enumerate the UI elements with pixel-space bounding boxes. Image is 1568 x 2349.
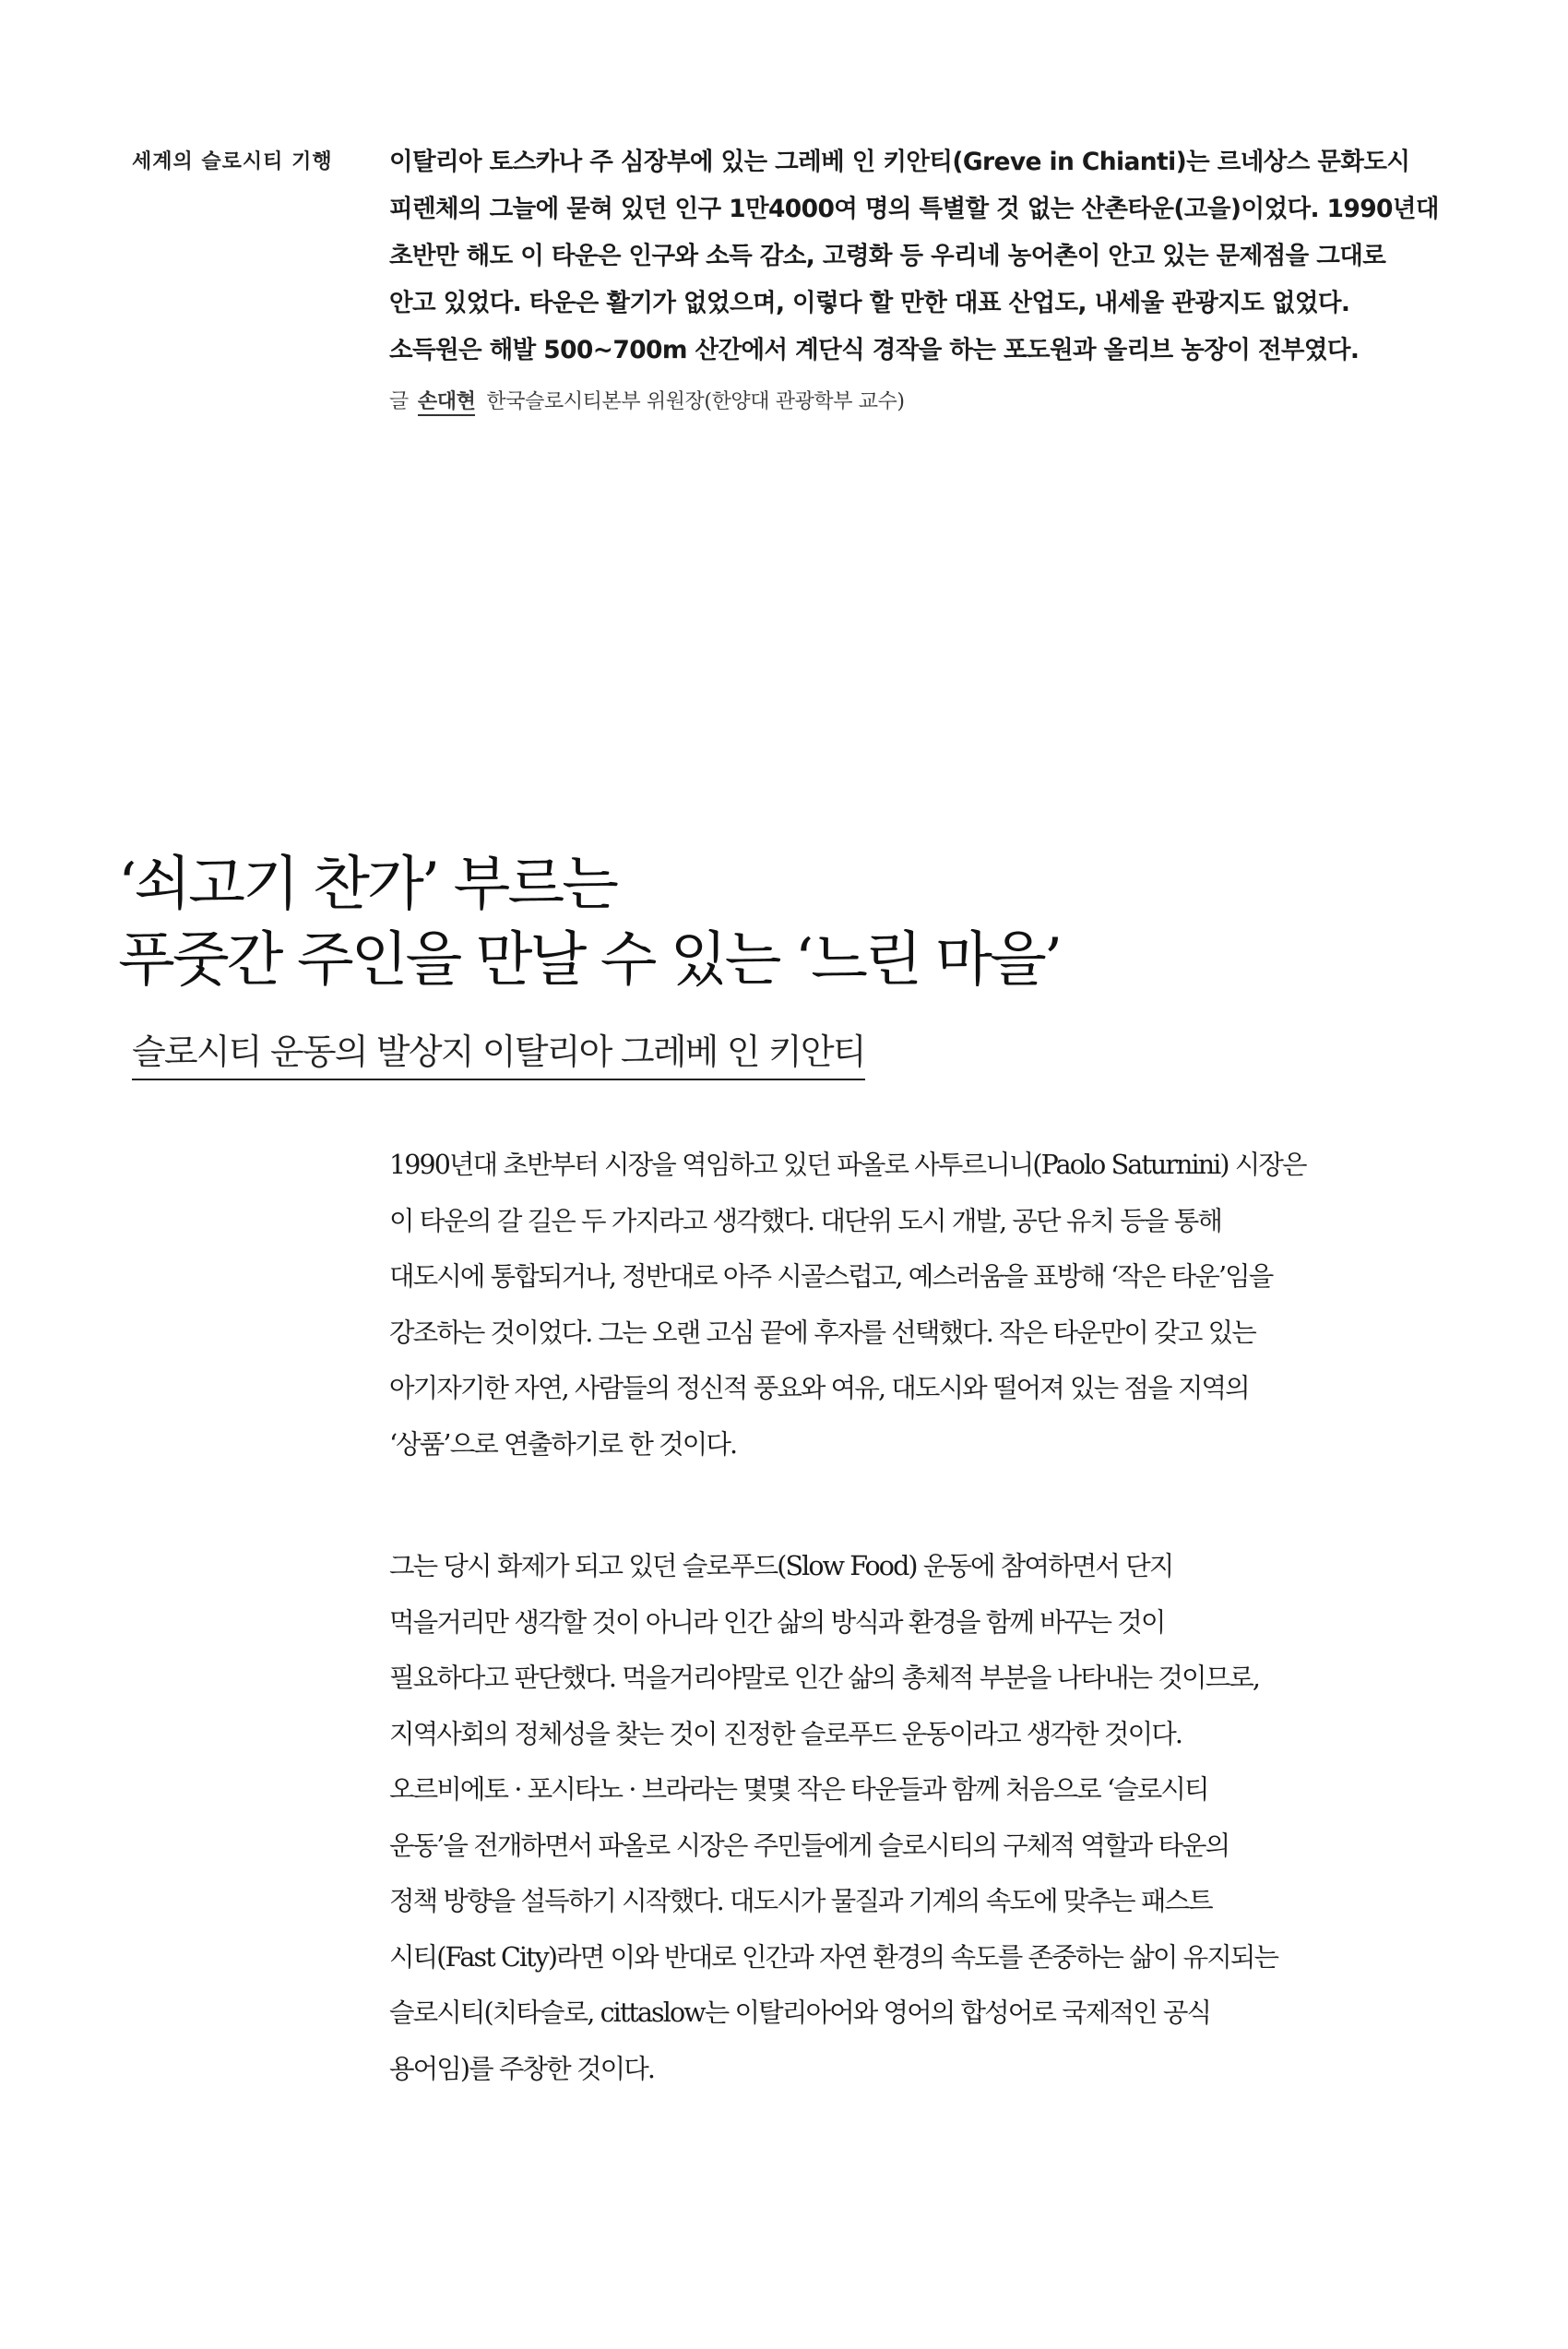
article-title [118, 847, 1060, 998]
body-line: 1990년대 초반부터 시장을 역임하고 있던 파올로 사투르니니(Paolo Saturnini) 시장은 [389, 1150, 1306, 1180]
lead-line: 피렌체의 그늘에 묻혀 있던 인구 1만4000여 명의 특별할 것 없는 산촌타운(고을)이었다. 1990년대 [389, 195, 1439, 223]
title-line: ‘쇠고기 찬가’ 부르는 [118, 851, 616, 919]
body-line: 아기자기한 자연, 사람들의 정신적 풍요와 여유, 대도시와 떨어져 있는 점을 지역의 [389, 1373, 1249, 1403]
byline-author: 손대현 [418, 390, 476, 416]
body-line: 슬로시티(치타슬로, cittaslow는 이탈리아어와 영어의 합성어로 국제적인 공식 [389, 1997, 1211, 2028]
body-line: 오르비에토 · 포시타노 · 브라라는 몇몇 작은 타운들과 함께 처음으로 ‘슬로시티 [389, 1774, 1208, 1805]
body-line: 시티(Fast City)라면 이와 반대로 인간과 자연 환경의 속도를 존중하는 삶이 유지되는 [389, 1941, 1278, 1973]
body-line: 먹을거리만 생각할 것이 아니라 인간 삶의 방식과 환경을 함께 바꾸는 것이 [389, 1606, 1165, 1638]
section-label: 세계의 슬로시티 기행 [132, 150, 333, 173]
body-line: 용어임)를 주창한 것이다. [389, 2053, 655, 2084]
lead-line: 소득원은 해발 500~700m 산간에서 계단식 경작을 하는 포도원과 올리브 농장이 전부였다. [389, 336, 1360, 364]
byline-affiliation: 한국슬로시티본부 위원장(한양대 관광학부 교수) [486, 390, 905, 413]
body-line: ‘상품’으로 연출하기로 한 것이다. [389, 1428, 737, 1460]
title-line: 푸줏간 주인을 만날 수 있는 ‘느린 마을’ [118, 926, 1061, 995]
body-line: 이 타운의 갈 길은 두 가지라고 생각했다. 대단위 도시 개발, 공단 유치 등을 통해 [389, 1205, 1221, 1236]
body-line: 강조하는 것이었다. 그는 오랜 고심 끝에 후자를 선택했다. 작은 타운만이 갖고 있는 [389, 1317, 1255, 1348]
body-line: 그는 당시 화제가 되고 있던 슬로푸드(Slow Food) 운동에 참여하면서 단지 [389, 1551, 1173, 1581]
lead-line: 안고 있었다. 타운은 활기가 없었으며, 이렇다 할 만한 대표 산업도, 내세울 관광지도 없었다. [389, 289, 1350, 317]
body-line: 운동’을 전개하면서 파올로 시장은 주민들에게 슬로시티의 구체적 역할과 타운의 [389, 1830, 1229, 1861]
byline-prefix: 글 [389, 390, 409, 413]
body-paragraph-1 [389, 1138, 1459, 1473]
body-line: 지역사회의 정체성을 찾는 것이 진정한 슬로푸드 운동이라고 생각한 것이다. [389, 1718, 1182, 1749]
lead-line: 이탈리아 토스카나 주 심장부에 있는 그레베 인 키안티(Greve in Chianti)는 르네상스 문화도시 [389, 148, 1410, 176]
article-subtitle: 슬로시티 운동의 발상지 이탈리아 그레베 인 키안티 [132, 1029, 865, 1080]
lead-paragraph [389, 138, 1450, 374]
body-paragraph-2 [389, 1539, 1459, 2097]
byline [389, 386, 905, 414]
body-line: 대도시에 통합되거나, 정반대로 아주 시골스럽고, 예스러움을 표방해 ‘작은 타운’임을 [389, 1261, 1273, 1292]
body-line: 정책 방향을 설득하기 시작했다. 대도시가 물질과 기계의 속도에 맞추는 패스트 [389, 1886, 1212, 1916]
lead-line: 초반만 해도 이 타운은 인구와 소득 감소, 고령화 등 우리네 농어촌이 안고 있는 문제점을 그대로 [389, 242, 1386, 270]
body-line: 필요하다고 판단했다. 먹을거리야말로 인간 삶의 총체적 부분을 나타내는 것이므로, [389, 1663, 1260, 1693]
